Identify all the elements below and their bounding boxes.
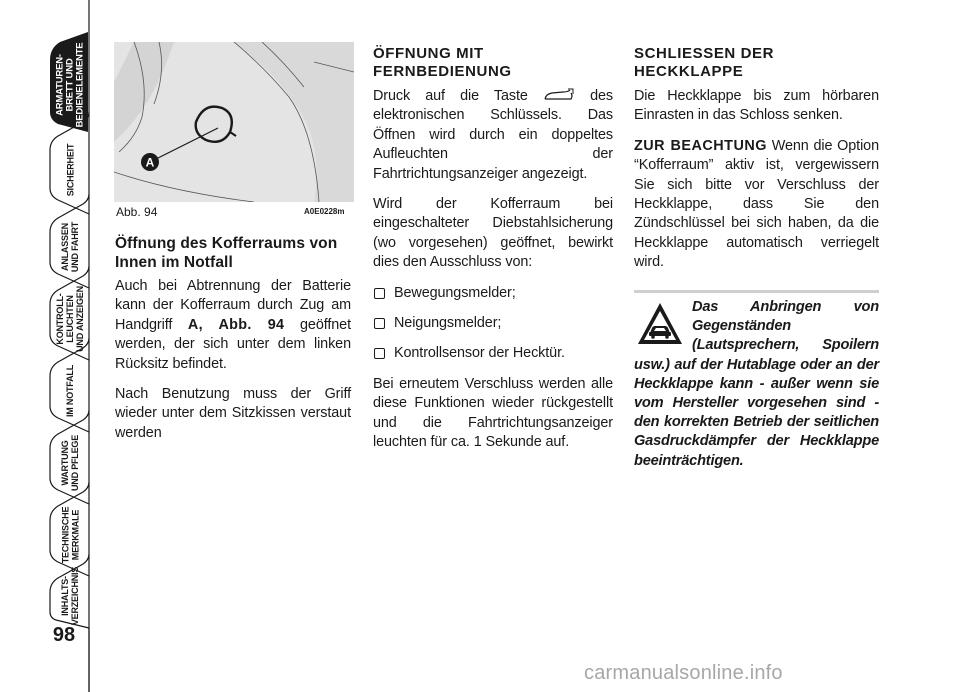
emergency-opening-heading: Öffnung des Kofferraums von Innen im Notfall bbox=[115, 235, 338, 271]
tab-kontrollleuchten[interactable]: KONTROLL- LEUCHTEN UND ANZEIGEN bbox=[55, 286, 85, 352]
remote-opening-paragraph-1: Druck auf die Taste des elektronischen Schlüssels. Das Öffnen wird durch ein doppeltes Aufleuchten der Fahrtrichtungsanzeiger angezeigt. bbox=[373, 88, 613, 182]
figure-code: A0E0228m bbox=[304, 207, 345, 216]
checkbox-bullet-icon bbox=[374, 348, 385, 359]
closing-tailgate-heading: SCHLIESSEN DER HECKKLAPPE bbox=[634, 45, 775, 80]
trunk-release-illustration bbox=[114, 42, 354, 202]
tab-wartung-und-pflege[interactable]: WARTUNG UND PFLEGE bbox=[60, 434, 81, 492]
checkbox-bullet-icon bbox=[374, 288, 385, 299]
column-closing-tailgate bbox=[634, 45, 879, 284]
car-warning-icon bbox=[636, 300, 684, 348]
warning-text: Das Anbringen von Gegenständen (Lautsprechern, Spoilern usw.) auf der Hutablage oder an der Heckklappe kann - außer wenn sie vom Hersteller vorgesehen sind - den korrekten Betrieb der seitlichen Gasdruckdämpfer der Heckklappe beeinträchtigen. bbox=[634, 299, 879, 469]
figure-caption: Abb. 94 bbox=[116, 205, 158, 219]
warning-rule bbox=[634, 290, 879, 293]
remote-opening-paragraph-3: Bei erneutem Verschluss werden alle diese Funktionen wieder rückgestellt und die Fahrtrichtungsanzeiger leuchten für ca. 1 Sekunde auf. bbox=[373, 375, 613, 451]
column-remote-opening bbox=[373, 45, 613, 464]
list-item: Neigungsmelder; bbox=[373, 314, 613, 333]
marker-a-label: A bbox=[145, 155, 155, 170]
figure-reference: A, Abb. 94 bbox=[187, 316, 285, 333]
trunk-button-icon bbox=[543, 88, 575, 102]
checkbox-bullet-icon bbox=[374, 318, 385, 329]
remote-opening-heading: ÖFFNUNG MIT FERNBEDIENUNG bbox=[373, 45, 512, 80]
tab-im-notfall[interactable]: IM NOTFALL bbox=[65, 365, 75, 417]
figure-abb-94 bbox=[114, 42, 354, 202]
closing-tailgate-note: ZUR BEACHTUNG Wenn die Option “Kofferraum” aktiv ist, vergewissern Sie sich bitte vor Verschluss der Heckklappe, dass Sie den Zündschlüssel bei sich haben, da die Heckklappe automatisch verriegelt wird. bbox=[634, 137, 879, 271]
watermark: carmanualsonline.info bbox=[584, 662, 783, 684]
tab-technische-merkmale[interactable]: TECHNISCHE MERKMALE bbox=[60, 506, 81, 564]
emergency-opening-paragraph-1: Auch bei Abtrennung der Batterie kann der Kofferraum durch Zug am Handgriff A, Abb. 94 geöffnet werden, der sich unter dem linken Rücksitz befindet. bbox=[115, 278, 351, 372]
column-emergency-opening bbox=[115, 234, 351, 454]
list-item: Kontrollsensor der Hecktür. bbox=[373, 344, 613, 363]
tab-inhaltsverzeichnis[interactable]: INHALTS- VERZEICHNIS bbox=[60, 566, 80, 626]
tab-sicherheit[interactable]: SICHERHEIT bbox=[65, 143, 76, 197]
remote-opening-paragraph-2: Wird der Kofferraum bei eingeschalteter Diebstahlsicherung (wo vorgesehen) geöffnet, bewirkt dies den Ausschluss von: bbox=[373, 196, 613, 271]
chapter-tab-strip bbox=[0, 0, 92, 692]
page-number: 98 bbox=[52, 624, 76, 646]
emergency-opening-paragraph-2: Nach Benutzung muss der Griff wieder unter dem Sitzkissen verstaut werden bbox=[115, 386, 351, 441]
excluded-functions-list bbox=[373, 284, 613, 364]
note-label: ZUR BEACHTUNG bbox=[634, 137, 767, 154]
tab-armaturenbrett[interactable]: ARMATUREN- BRETT UND BEDIENELEMENTE bbox=[54, 42, 86, 128]
warning-box bbox=[634, 290, 879, 471]
list-item: Bewegungsmelder; bbox=[373, 284, 613, 303]
tab-anlassen-und-fahrt[interactable]: ANLASSEN UND FAHRT bbox=[60, 221, 81, 273]
closing-tailgate-paragraph: Die Heckklappe bis zum hörbaren Einrasten in das Schloss senken. bbox=[634, 88, 879, 124]
